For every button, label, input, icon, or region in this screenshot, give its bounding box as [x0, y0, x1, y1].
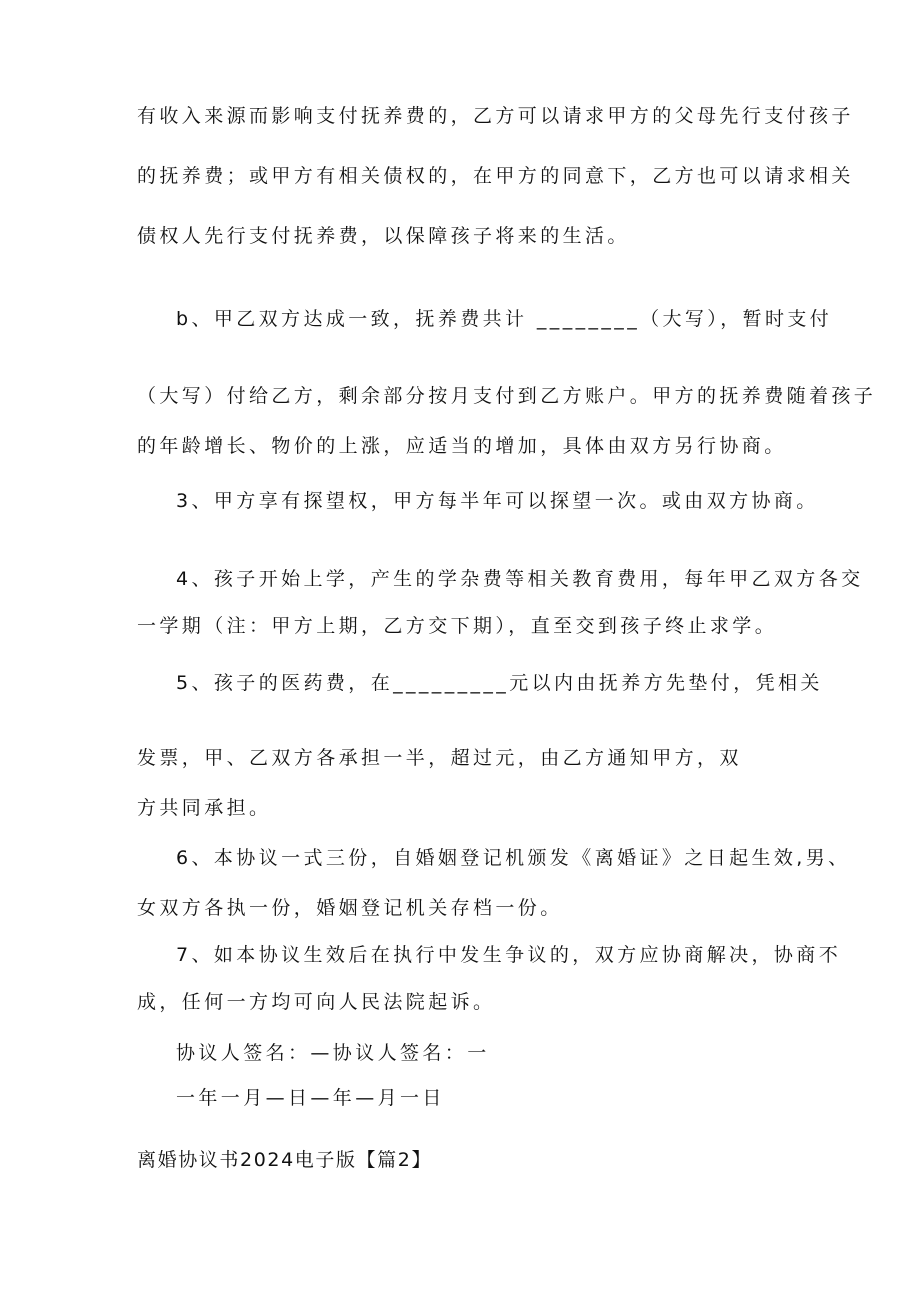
- clause-4-line: 4、孩子开始上学，产生的学杂费等相关教育费用，每年甲乙双方各交: [176, 568, 864, 590]
- paragraph-line: 方共同承担。: [137, 797, 272, 819]
- section-heading: 离婚协议书2024电子版【篇2】: [137, 1149, 433, 1171]
- clause-7-line: 7、如本协议生效后在执行中发生争议的，双方应协商解决，协商不: [176, 944, 842, 966]
- paragraph-line: 的年龄增长、物价的上涨，应适当的增加，具体由双方另行协商。: [137, 435, 787, 457]
- paragraph-line: （大写）付给乙方，剩余部分按月支付到乙方账户。甲方的抚养费随着孩子: [137, 385, 877, 407]
- paragraph-line: 债权人先行支付抚养费，以保障孩子将来的生活。: [137, 225, 630, 247]
- paragraph-line: 一学期（注：甲方上期，乙方交下期），直至交到孩子终止求学。: [137, 615, 778, 637]
- paragraph-line: 的抚养费；或甲方有相关债权的，在甲方的同意下，乙方也可以请求相关: [137, 165, 854, 187]
- clause-3-line: 3、甲方享有探望权，甲方每半年可以探望一次。或由双方协商。: [176, 490, 819, 512]
- date-line: 一年一月—日—年—月一日: [176, 1087, 445, 1109]
- clause-5-line: 5、孩子的医药费，在_________元以内由抚养方先垫付，凭相关: [176, 672, 823, 694]
- paragraph-line: 发票，甲、乙双方各承担一半，超过元，由乙方通知甲方，双: [137, 747, 742, 769]
- clause-6-line: 6、本协议一式三份，自婚姻登记机颁发《离婚证》之日起生效,男、: [176, 847, 851, 869]
- signature-line: 协议人签名：—协议人签名：一: [176, 1042, 490, 1064]
- clause-b-line: b、甲乙双方达成一致，抚养费共计 ________（大写），暂时支付: [176, 308, 833, 330]
- paragraph-line: 女双方各执一份，婚姻登记机关存档一份。: [137, 897, 563, 919]
- paragraph-line: 成，任何一方均可向人民法院起诉。: [137, 991, 496, 1013]
- paragraph-line: 有收入来源而影响支付抚养费的，乙方可以请求甲方的父母先行支付孩子: [137, 105, 854, 127]
